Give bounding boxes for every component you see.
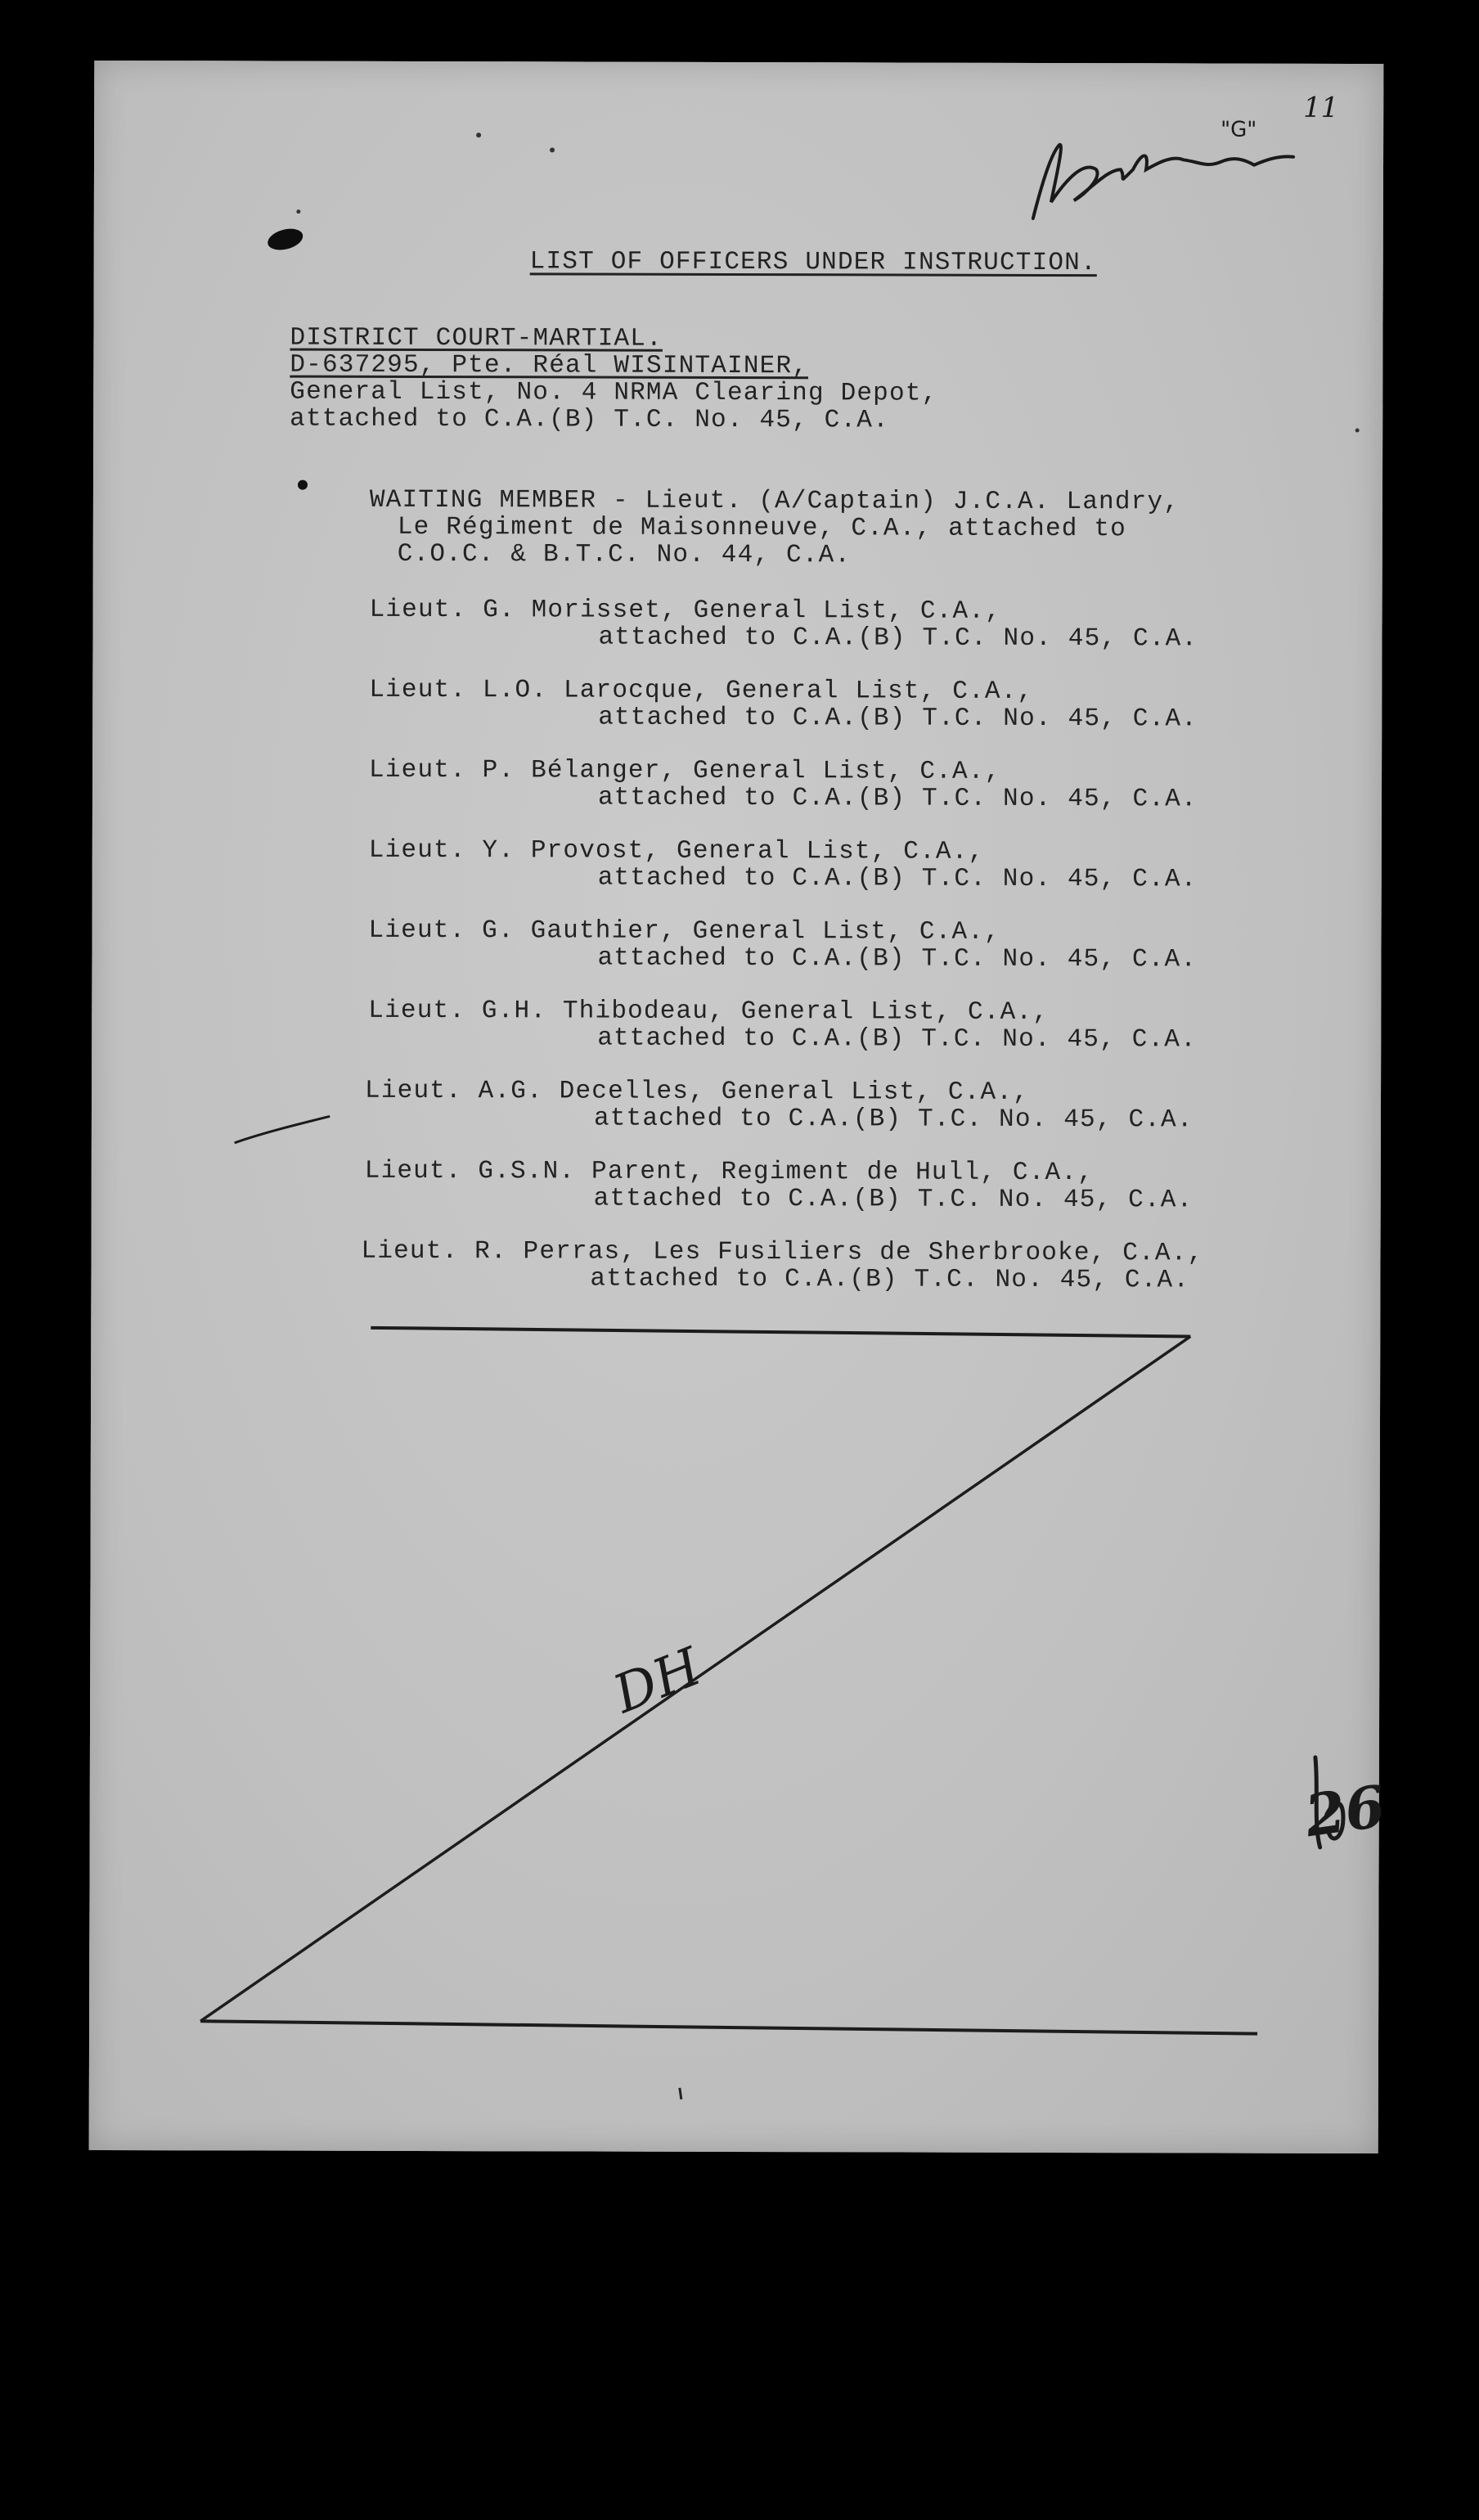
officer-name-line: Lieut. G. Morisset, General List, C.A.,: [369, 595, 1001, 626]
officer-attached-line: attached to C.A.(B) T.C. No. 45, C.A.: [598, 623, 1198, 654]
speck: [296, 209, 300, 214]
waiting-member-line: WAITING MEMBER - Lieut. (A/Captain) J.C.A. Landry,: [369, 485, 1180, 517]
officer-attached-line: attached to C.A.(B) T.C. No. 45, C.A.: [597, 943, 1198, 974]
officer-attached-line: attached to C.A.(B) T.C. No. 45, C.A.: [597, 1024, 1197, 1055]
ink-blot: [265, 225, 305, 253]
officer-name-line: Lieut. G.S.N. Parent, Regiment de Hull, C.A.,: [364, 1156, 1094, 1188]
officer-name-line: Lieut. P. Bélanger, General List, C.A.,: [369, 755, 1001, 786]
court-heading: DISTRICT COURT-MARTIAL.: [290, 323, 663, 353]
officer-name-line: Lieut. G.H. Thibodeau, General List, C.A.,: [368, 996, 1050, 1027]
cancel-line-bottom: [200, 2021, 1257, 2033]
cancel-line-top: [371, 1328, 1190, 1337]
officer-attached-line: attached to C.A.(B) T.C. No. 45, C.A.: [593, 1184, 1194, 1215]
bullet-mark: [298, 480, 308, 490]
officer-attached-line: attached to C.A.(B) T.C. No. 45, C.A.: [593, 1104, 1194, 1135]
officer-name-line: Lieut. L.O. Larocque, General List, C.A.,: [369, 675, 1034, 706]
officer-name-line: Lieut. A.G. Decelles, General List, C.A.,: [365, 1076, 1030, 1107]
officer-attached-line: attached to C.A.(B) T.C. No. 45, C.A.: [598, 703, 1198, 734]
page-number-handwritten: 11: [1303, 91, 1339, 124]
officer-name-line: Lieut. G. Gauthier, General List, C.A.,: [368, 916, 1000, 947]
document-title: LIST OF OFFICERS UNDER INSTRUCTION.: [529, 247, 1097, 278]
initials-handwritten: DH: [605, 1636, 710, 1726]
speck: [550, 147, 555, 152]
speck: [680, 2088, 681, 2099]
speck: [476, 133, 481, 137]
accused-line: D-637295, Pte. Réal WISINTAINER,: [290, 350, 809, 381]
officer-name-line: Lieut. Y. Provost, General List, C.A.,: [368, 835, 985, 866]
margin-number-handwritten: 26: [1301, 1771, 1390, 1851]
accused-attached-line: attached to C.A.(B) T.C. No. 45, C.A.: [290, 404, 889, 435]
signature-scribble: [1033, 145, 1293, 219]
accused-unit-line: General List, No. 4 NRMA Clearing Depot,: [290, 377, 938, 408]
document-page: [89, 61, 1390, 2153]
speck: [1355, 428, 1360, 432]
officer-attached-line: attached to C.A.(B) T.C. No. 45, C.A.: [590, 1264, 1190, 1295]
officer-name-line: Lieut. R. Perras, Les Fusiliers de Sherbrooke, C.A.,: [361, 1236, 1204, 1268]
officer-attached-line: attached to C.A.(B) T.C. No. 45, C.A.: [597, 783, 1198, 814]
officer-attached-line: attached to C.A.(B) T.C. No. 45, C.A.: [597, 863, 1198, 894]
waiting-member-attached: C.O.C. & B.T.C. No. 44, C.A.: [397, 539, 852, 570]
classification-mark: "G": [1221, 117, 1257, 142]
margin-stroke: [236, 1116, 329, 1142]
waiting-member-regiment: Le Régiment de Maisonneuve, C.A., attached to: [397, 512, 1127, 544]
